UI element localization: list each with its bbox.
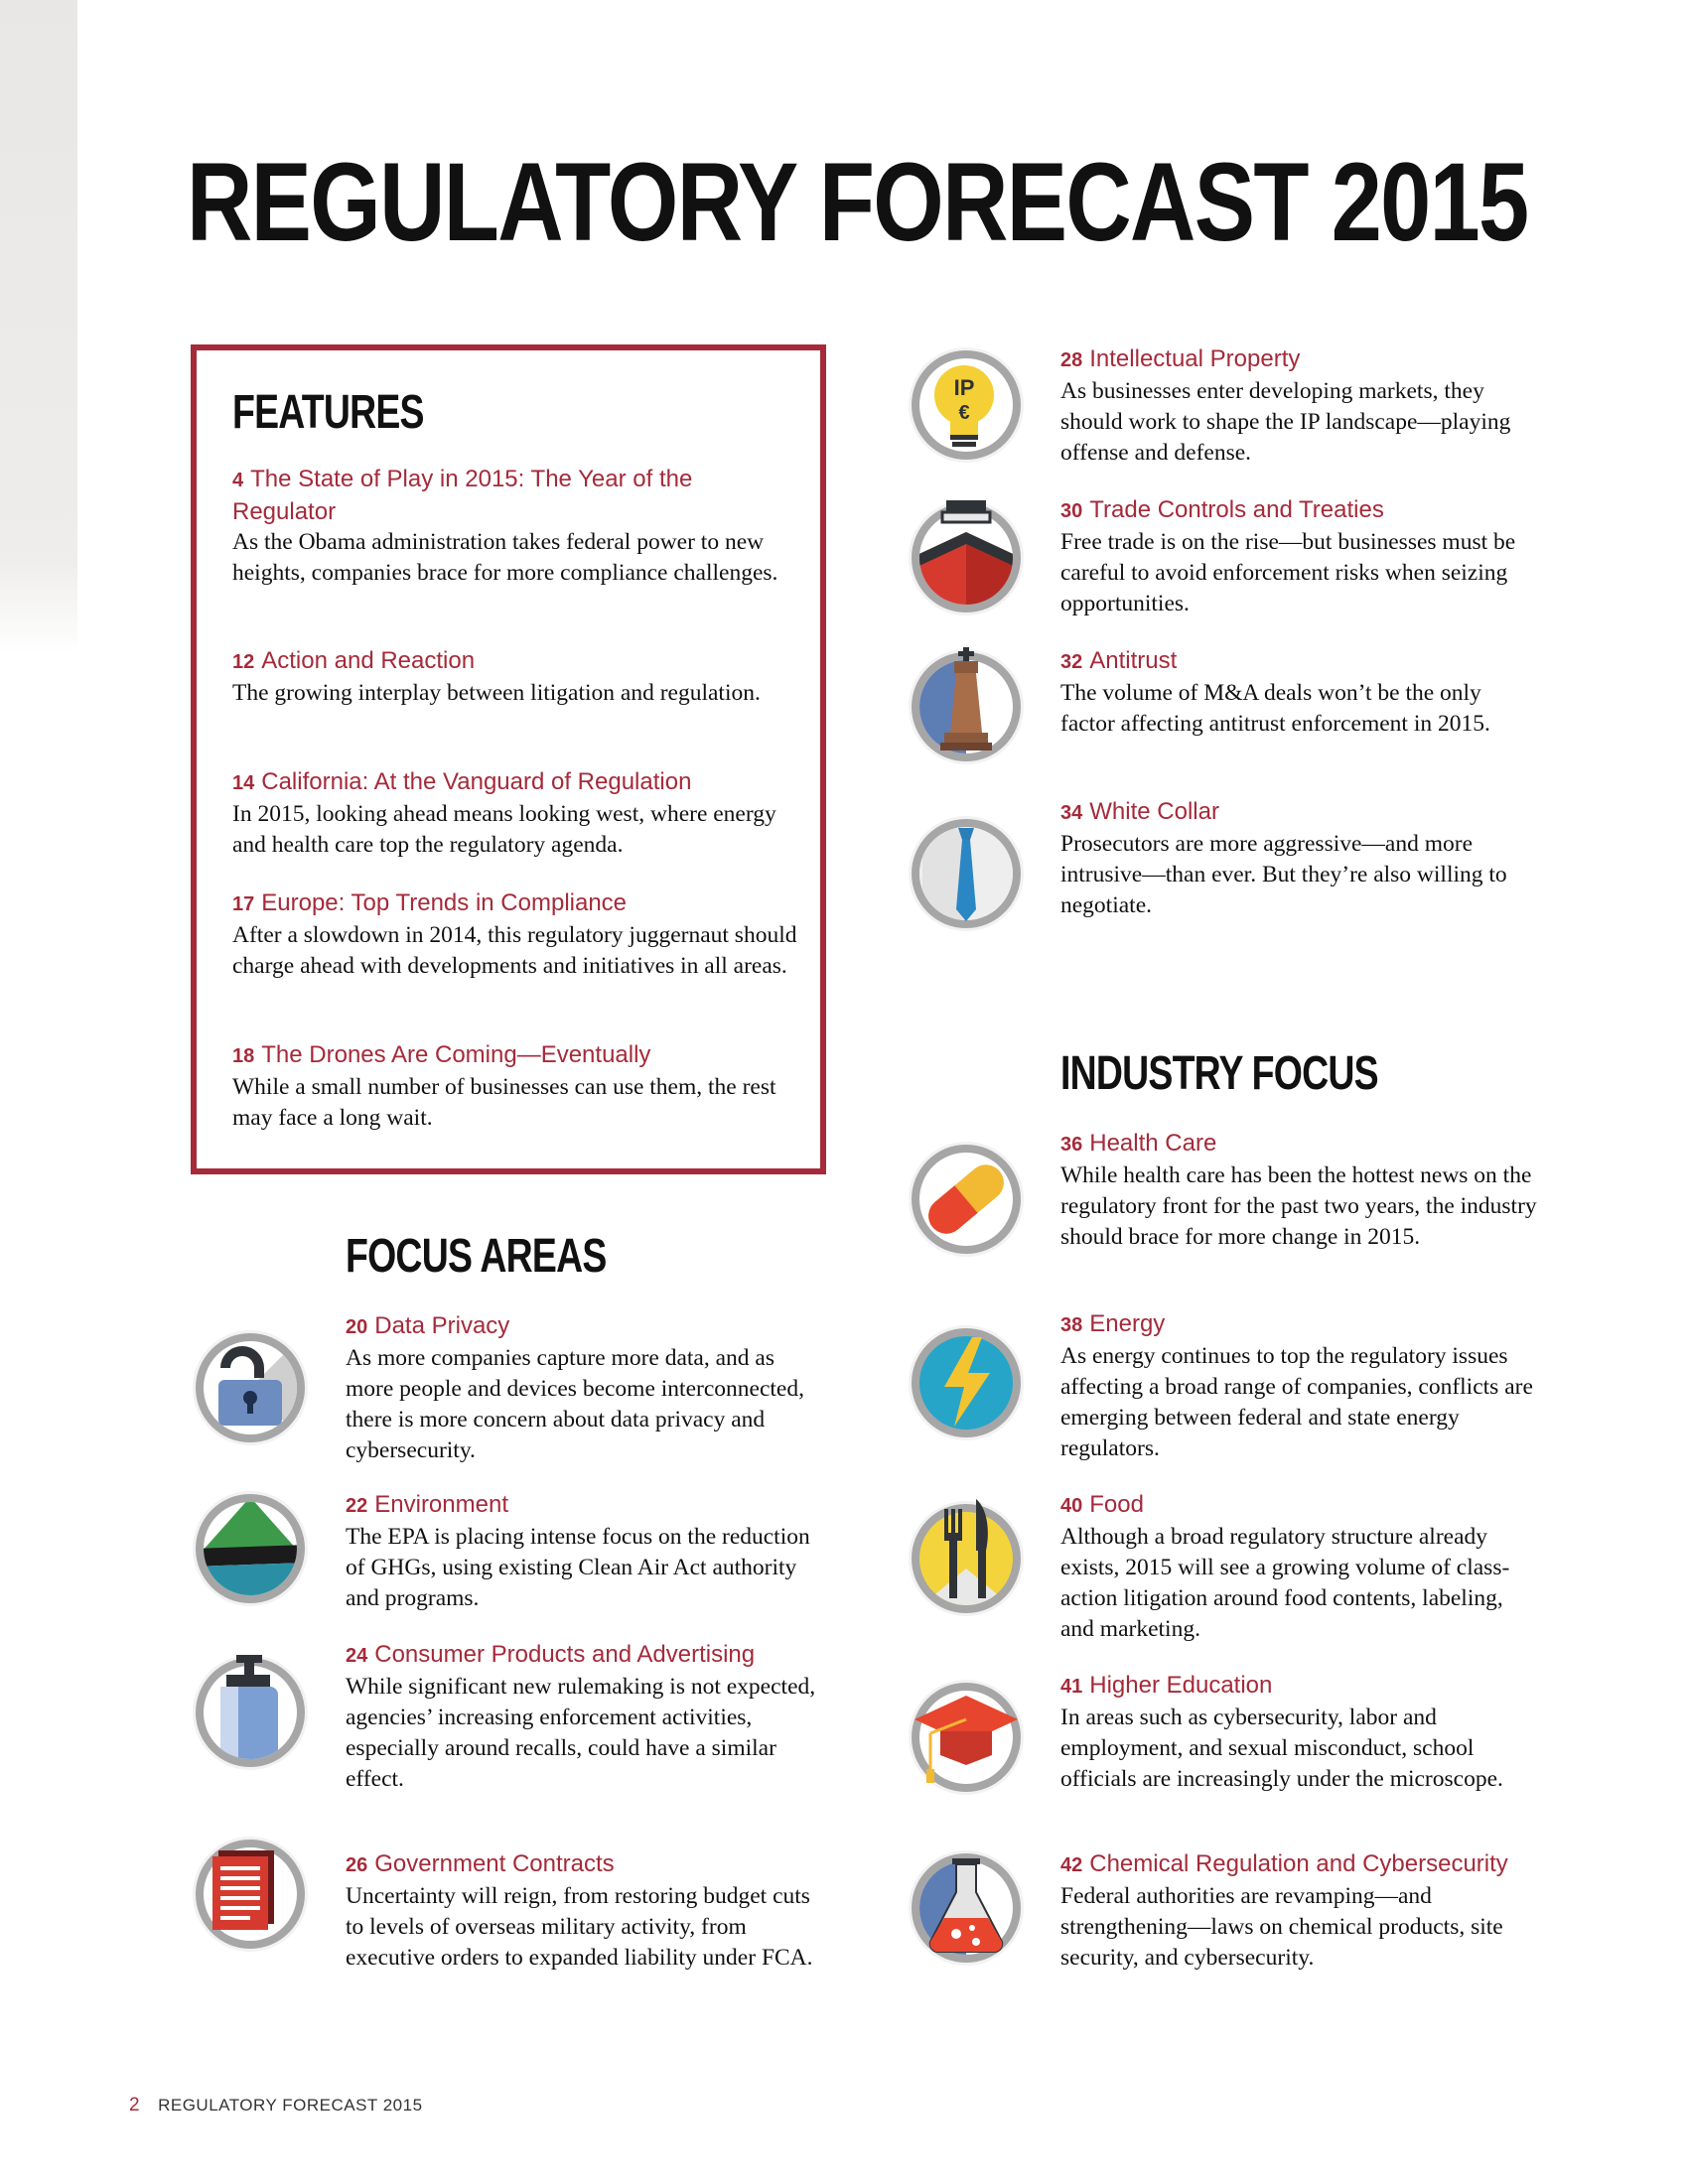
right-link-trade[interactable]: 30 Trade Controls and Treaties	[1060, 496, 1384, 523]
industry-entry-chemical	[1060, 1848, 1537, 1974]
right-link-antitrust[interactable]: 32 Antitrust	[1060, 647, 1178, 674]
environment-icon	[191, 1489, 310, 1608]
lightbulb-ip-icon	[907, 345, 1026, 465]
feature-link-california[interactable]: 14 California: At the Vanguard of Regulation	[232, 768, 692, 795]
industry-link-energy[interactable]: 38 Energy	[1060, 1310, 1166, 1337]
right-link-white-collar[interactable]: 34 White Collar	[1060, 798, 1219, 825]
right-desc: Free trade is on the rise—but businesses must be careful to avoid enforcement risks when seizing opportunities.	[1060, 529, 1516, 616]
right-entry-antitrust	[1060, 645, 1537, 740]
feature-link-drones[interactable]: 18 The Drones Are Coming—Eventually	[232, 1041, 651, 1068]
focus-desc: As more companies capture more data, and as more people and devices become interconnected, there is more concern about data privacy and cybersecurity.	[346, 1345, 804, 1463]
industry-entry-higher-education	[1060, 1670, 1537, 1795]
focus-desc: The EPA is placing intense focus on the reduction of GHGs, using existing Clean Air Act authority and programs.	[346, 1524, 810, 1611]
page-title: REGULATORY FORECAST 2015	[187, 140, 1528, 264]
industry-desc: As energy continues to top the regulatory issues affecting a broad range of companies, conflicts are emerging between federal and state energy regulators.	[1060, 1343, 1533, 1461]
right-desc: Prosecutors are more aggressive—and more intrusive—than ever. But they’re also willing to negotiate.	[1060, 831, 1507, 918]
chess-king-icon	[907, 647, 1026, 766]
graduation-cap-icon	[907, 1678, 1026, 1797]
feature-entry-europe	[232, 887, 803, 982]
right-entry-ip	[1060, 343, 1537, 469]
focus-link-environment[interactable]: 22 Environment	[346, 1491, 508, 1518]
footer-text: REGULATORY FORECAST 2015	[158, 2096, 423, 2115]
page-number: 2	[129, 2095, 141, 2116]
focus-link-consumer-products[interactable]: 24 Consumer Products and Advertising	[346, 1641, 756, 1668]
industry-link-health-care[interactable]: 36 Health Care	[1060, 1130, 1217, 1157]
focus-areas-heading: FOCUS AREAS	[346, 1230, 607, 1283]
page-spine-shade	[0, 0, 77, 655]
industry-focus-heading: INDUSTRY FOCUS	[1060, 1047, 1378, 1100]
features-heading: FEATURES	[232, 386, 424, 439]
focus-entry-consumer-products	[346, 1639, 822, 1795]
feature-desc: While a small number of businesses can use them, the rest may face a long wait.	[232, 1074, 776, 1131]
feature-desc: As the Obama administration takes federal power to new heights, companies brace for more compliance challenges.	[232, 529, 778, 586]
pill-icon	[907, 1140, 1026, 1259]
right-entry-trade	[1060, 494, 1537, 619]
feature-desc: In 2015, looking ahead means looking west, where energy and health care top the regulatory agenda.	[232, 801, 776, 858]
svg-text:IP: IP	[953, 375, 975, 400]
necktie-icon	[907, 814, 1026, 933]
focus-desc: Uncertainty will reign, from restoring budget cuts to levels of overseas military activity, from executive orders to expanded liability under FCA.	[346, 1883, 813, 1971]
padlock-icon	[191, 1328, 310, 1447]
feature-link-state-of-play[interactable]: 4 The State of Play in 2015: The Year of the Regulator	[232, 466, 693, 525]
fork-knife-icon	[907, 1499, 1026, 1618]
feature-desc: After a slowdown in 2014, this regulatory juggernaut should charge ahead with developments and initiatives in all areas.	[232, 922, 797, 979]
focus-entry-government-contracts	[346, 1848, 832, 1974]
focus-entry-environment	[346, 1489, 822, 1614]
ship-icon	[907, 498, 1026, 617]
feature-link-europe[interactable]: 17 Europe: Top Trends in Compliance	[232, 889, 628, 916]
industry-entry-food	[1060, 1489, 1537, 1645]
right-link-ip[interactable]: 28 Intellectual Property	[1060, 345, 1301, 372]
right-desc: The volume of M&A deals won’t be the only factor affecting antitrust enforcement in 2015.	[1060, 680, 1490, 737]
industry-desc: Although a broad regulatory structure already exists, 2015 will see a growing volume of class-action litigation around food contents, labeling, and marketing.	[1060, 1524, 1510, 1642]
focus-desc: While significant new rulemaking is not expected, agencies’ increasing enforcement activities, especially around recalls, could have a similar effect.	[346, 1674, 816, 1792]
feature-desc: The growing interplay between litigation and regulation.	[232, 680, 761, 706]
svg-text:€: €	[958, 402, 970, 424]
industry-link-chemical[interactable]: 42 Chemical Regulation and Cybersecurity	[1060, 1850, 1508, 1877]
feature-entry-drones	[232, 1039, 788, 1134]
industry-entry-energy	[1060, 1308, 1537, 1464]
right-desc: As businesses enter developing markets, they should work to shape the IP landscape—playing offense and defense.	[1060, 378, 1511, 466]
industry-link-food[interactable]: 40 Food	[1060, 1491, 1144, 1518]
documents-icon	[191, 1835, 310, 1954]
lightning-icon	[907, 1323, 1026, 1442]
feature-entry-action-reaction	[232, 645, 788, 709]
industry-link-higher-education[interactable]: 41 Higher Education	[1060, 1672, 1273, 1699]
industry-desc: In areas such as cybersecurity, labor and employment, and sexual misconduct, school officials are increasingly under the microscope.	[1060, 1705, 1503, 1792]
feature-entry-california	[232, 766, 798, 861]
page-footer	[129, 2095, 423, 2116]
industry-entry-health-care	[1060, 1128, 1537, 1253]
spray-bottle-icon	[191, 1653, 310, 1772]
right-entry-white-collar	[1060, 796, 1537, 921]
feature-entry-state-of-play	[232, 464, 798, 589]
feature-link-action-reaction[interactable]: 12 Action and Reaction	[232, 647, 476, 674]
industry-desc: Federal authorities are revamping—and strengthening—laws on chemical products, site security, and cybersecurity.	[1060, 1883, 1503, 1971]
focus-entry-data-privacy	[346, 1310, 822, 1466]
focus-link-government-contracts[interactable]: 26 Government Contracts	[346, 1850, 615, 1877]
focus-link-data-privacy[interactable]: 20 Data Privacy	[346, 1312, 510, 1339]
flask-icon	[907, 1848, 1026, 1968]
industry-desc: While health care has been the hottest news on the regulatory front for the past two years, the industry should brace for more change in 2015.	[1060, 1162, 1537, 1250]
